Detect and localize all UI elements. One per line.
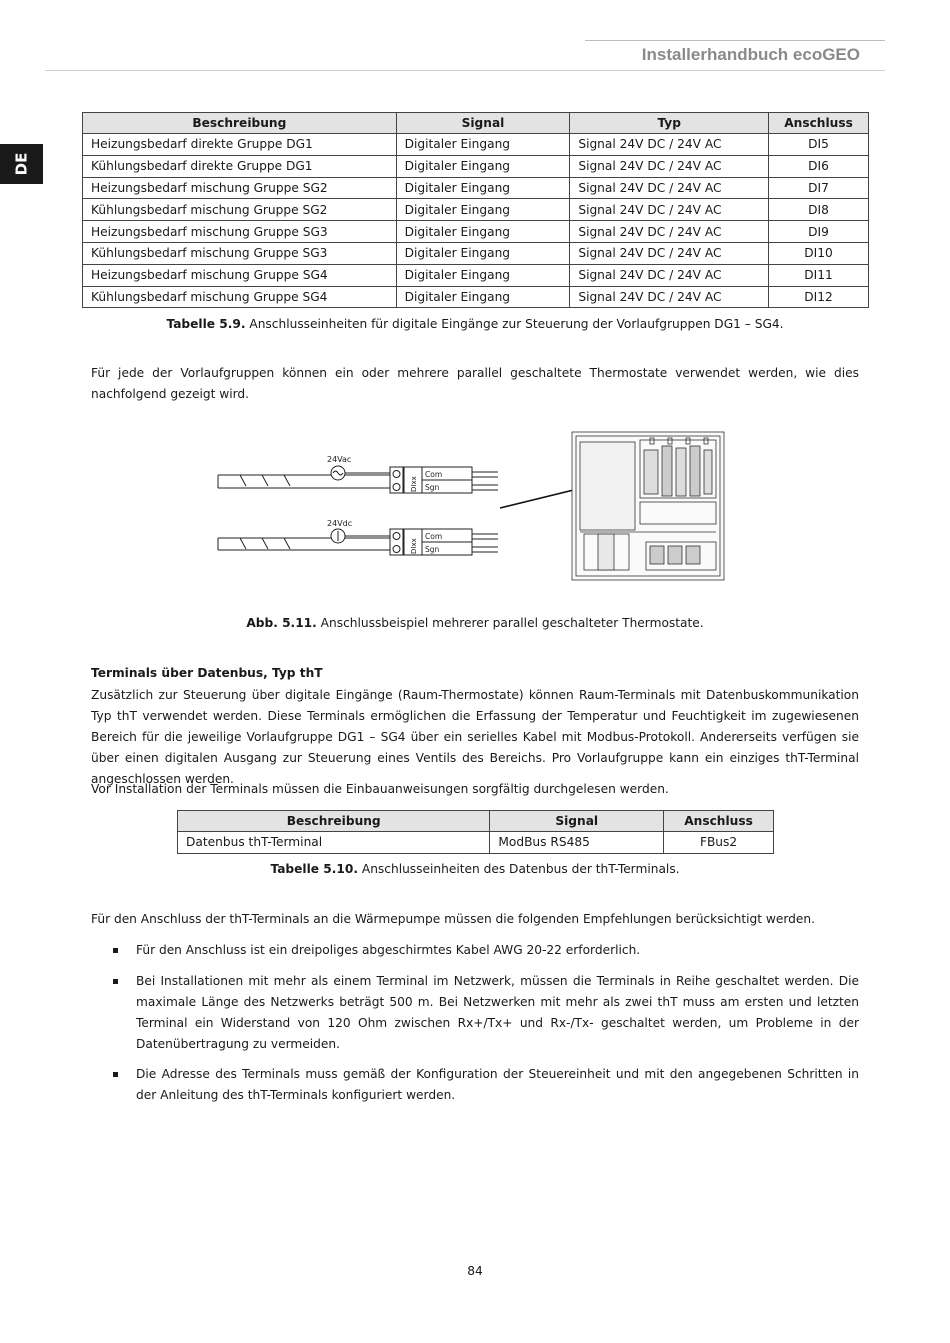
paragraph-tht-intro: Zusätzlich zur Steuerung über digitale Eingänge (Raum-Thermostate) können Raum-Terminals mit Datenbuskommunikation Typ thT verwendet werden. Diese Terminals ermöglichen die Erfassung der Temperatur und Feuchtigkeit im zugewiesenen Bereich für die jeweilige Vorlaufgruppe DG1 – SG4 über ein serielles Kabel mit Modbus-Protokoll. Andererseits verfügen sie über einen digitalen Ausgang zur Steuerung eines Ventils des Bereichs. Pro Vorlaufgruppe kann ein einziges thT-Terminal angeschlossen werden.: [91, 688, 859, 786]
table-row: [83, 134, 869, 156]
label-24vac: 24Vac: [327, 455, 352, 464]
table-cell: Signal 24V DC / 24V AC: [570, 264, 769, 286]
table-row: [83, 199, 869, 221]
ac-terminal-block: [390, 467, 498, 493]
caption-text: Anschlussbeispiel mehrerer parallel geschalteter Thermostate.: [316, 616, 704, 630]
terminal-com-ac: Com: [425, 470, 443, 479]
table-cell: Signal 24V DC / 24V AC: [570, 221, 769, 243]
language-label: DE: [12, 152, 31, 176]
header-rule-top: [585, 40, 885, 41]
label-24vdc: 24Vdc: [327, 519, 353, 528]
table-row: [178, 832, 774, 854]
header-rule-bottom: [45, 70, 885, 71]
caption-text: Anschlusseinheiten für digitale Eingänge zur Steuerung der Vorlaufgruppen DG1 – SG4.: [245, 317, 784, 331]
column-header: Typ: [570, 113, 769, 134]
bullet-marker: [113, 1072, 118, 1077]
table-cell: Kühlungsbedarf mischung Gruppe SG3: [83, 242, 397, 264]
list-item-text: Für den Anschluss ist ein dreipoliges abgeschirmtes Kabel AWG 20-22 erforderlich.: [136, 943, 641, 957]
page-number: 84: [467, 1264, 483, 1278]
caption-label: Tabelle 5.9.: [166, 317, 246, 331]
document-title: Installerhandbuch ecoGEO: [641, 45, 860, 64]
table-cell: Kühlungsbedarf direkte Gruppe DG1: [83, 155, 397, 177]
table-cell: Digitaler Eingang: [396, 221, 570, 243]
table-header-row: [83, 113, 869, 134]
table-cell: Digitaler Eingang: [396, 264, 570, 286]
terminal-dixx-ac: DIxx: [410, 476, 418, 492]
controller-board: [572, 432, 724, 580]
digital-inputs-table: [82, 112, 869, 308]
column-header: Anschluss: [769, 113, 869, 134]
table-cell: Signal 24V DC / 24V AC: [570, 155, 769, 177]
figure-caption: [0, 616, 950, 630]
table-cell: Signal 24V DC / 24V AC: [570, 199, 769, 221]
list-item: [113, 971, 859, 1055]
column-header: Anschluss: [664, 811, 774, 832]
dc-circuit: [218, 529, 390, 550]
caption-text: Anschlusseinheiten des Datenbus der thT-Terminals.: [357, 862, 680, 876]
table-cell: DI5: [769, 134, 869, 156]
table-cell: Heizungsbedarf direkte Gruppe DG1: [83, 134, 397, 156]
column-header: Beschreibung: [178, 811, 490, 832]
table-row: [83, 177, 869, 199]
table-cell: Signal 24V DC / 24V AC: [570, 177, 769, 199]
table-cell: DI8: [769, 199, 869, 221]
table-row: [83, 155, 869, 177]
table-cell: Digitaler Eingang: [396, 199, 570, 221]
table-cell: DI11: [769, 264, 869, 286]
paragraph-installation: Vor Installation der Terminals müssen die Einbauanweisungen sorgfältig durchgelesen werden.: [91, 782, 669, 796]
terminal-sgn-ac: Sgn: [425, 483, 440, 492]
paragraph-thermostats: Für jede der Vorlaufgruppen können ein oder mehrere parallel geschaltete Thermostate verwendet werden, wie dies nachfolgend gezeigt wird.: [91, 366, 859, 401]
table-cell: Heizungsbedarf mischung Gruppe SG4: [83, 264, 397, 286]
table-cell: Digitaler Eingang: [396, 134, 570, 156]
table-header-row: [178, 811, 774, 832]
table-cell: Signal 24V DC / 24V AC: [570, 134, 769, 156]
table-cell: DI10: [769, 242, 869, 264]
ac-circuit: [218, 466, 390, 488]
table-cell: Signal 24V DC / 24V AC: [570, 242, 769, 264]
table-cell: Digitaler Eingang: [396, 155, 570, 177]
column-header: Signal: [490, 811, 664, 832]
table-cell: ModBus RS485: [490, 832, 664, 854]
table-cell: Datenbus thT-Terminal: [178, 832, 490, 854]
column-header: Beschreibung: [83, 113, 397, 134]
table-cell: FBus2: [664, 832, 774, 854]
table-cell: Digitaler Eingang: [396, 286, 570, 308]
paragraph-recommendations: Für den Anschluss der thT-Terminals an die Wärmepumpe müssen die folgenden Empfehlungen berücksichtigt werden.: [91, 912, 816, 926]
table-row: [83, 242, 869, 264]
table-row: [83, 286, 869, 308]
table-cell: DI6: [769, 155, 869, 177]
list-item-text: Die Adresse des Terminals muss gemäß der Konfiguration der Steuereinheit und mit den angegebenen Schritten in der Anleitung des thT-Terminals konfiguriert werden.: [136, 1067, 859, 1102]
bullet-marker: [113, 948, 118, 953]
caption-label: Tabelle 5.10.: [270, 862, 358, 876]
language-tab: [0, 144, 43, 184]
table-cell: Digitaler Eingang: [396, 177, 570, 199]
table1-caption: [0, 317, 950, 331]
table2-caption: [0, 862, 950, 876]
list-item: [113, 1064, 859, 1106]
table-cell: DI7: [769, 177, 869, 199]
table-row: [83, 264, 869, 286]
table-cell: DI9: [769, 221, 869, 243]
list-item: [113, 940, 859, 961]
table-row: [83, 221, 869, 243]
wiring-diagram: [210, 430, 730, 585]
terminal-sgn-dc: Sgn: [425, 545, 440, 554]
table-cell: Heizungsbedarf mischung Gruppe SG2: [83, 177, 397, 199]
table-cell: DI12: [769, 286, 869, 308]
table-cell: Kühlungsbedarf mischung Gruppe SG2: [83, 199, 397, 221]
list-item-text: Bei Installationen mit mehr als einem Terminal im Netzwerk, müssen die Terminals in Reihe geschaltet werden. Die maximale Länge des Netzwerks beträgt 500 m. Bei Netzwerken mit mehr als zwei thT muss am ersten und letzten Terminal ein Widerstand von 120 Ohm zwischen Rx+/Tx+ und Rx-/Tx- geschaltet werden, um Probleme in der Datenübertragung zu vermeiden.: [136, 974, 859, 1051]
table-cell: Kühlungsbedarf mischung Gruppe SG4: [83, 286, 397, 308]
section-heading: Terminals über Datenbus, Typ thT: [91, 666, 323, 680]
bullet-marker: [113, 979, 118, 984]
column-header: Signal: [396, 113, 570, 134]
table-cell: Digitaler Eingang: [396, 242, 570, 264]
terminal-dixx-dc: DIxx: [410, 538, 418, 554]
terminal-com-dc: Com: [425, 532, 443, 541]
table-cell: Signal 24V DC / 24V AC: [570, 286, 769, 308]
caption-label: Abb. 5.11.: [246, 616, 317, 630]
dc-terminal-block: [390, 529, 498, 555]
databus-table: [177, 810, 774, 854]
table-cell: Heizungsbedarf mischung Gruppe SG3: [83, 221, 397, 243]
